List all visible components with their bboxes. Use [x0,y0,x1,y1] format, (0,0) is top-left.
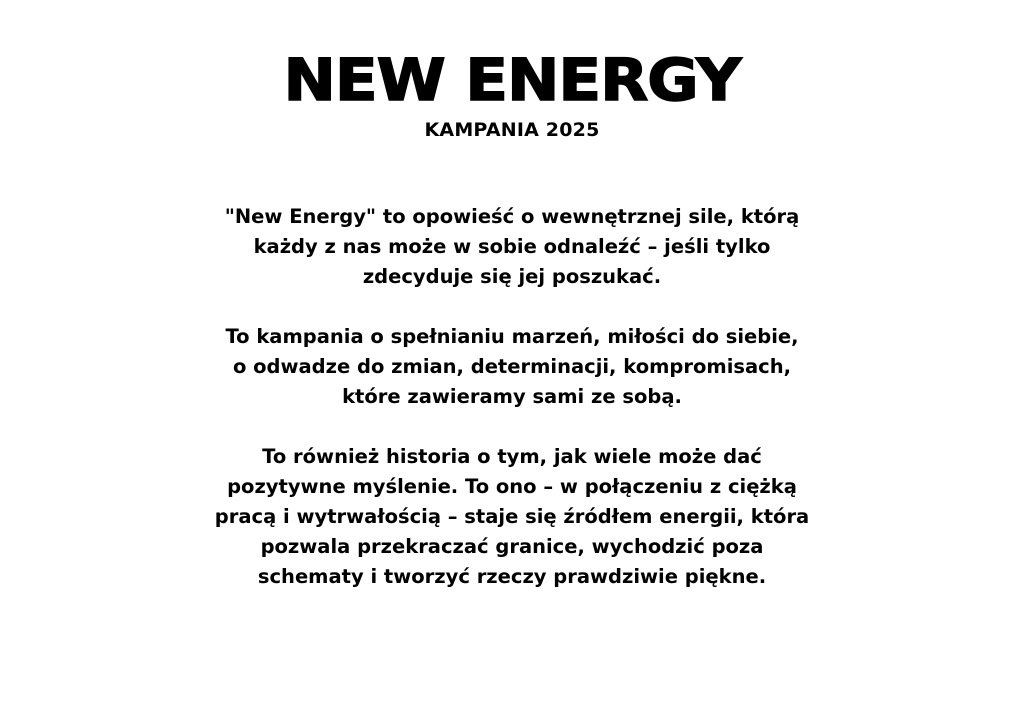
paragraph-campaign [162,322,862,412]
paragraph-line: schematy i tworzyć rzeczy prawdziwie piękne. [257,565,767,588]
paragraph-line: każdy z nas może w sobie odnaleźć – jeśli tylko [253,235,771,258]
page-subtitle: KAMPANIA 2025 [424,119,600,141]
paragraph-line: pozytywne myślenie. To ono – w połączeniu z ciężką [227,475,797,498]
paragraph-line: To również historia o tym, jak wiele może dać [262,445,762,468]
paragraph-line: które zawieramy sami ze sobą. [342,385,682,408]
paragraph-line: pozwala przekraczać granice, wychodzić poza [260,535,764,558]
paragraph-line: o odwadze do zmian, determinacji, kompromisach, [232,355,792,378]
paragraph-line: "New Energy" to opowieść o wewnętrznej sile, którą [224,205,800,228]
paragraph-line: To kampania o spełnianiu marzeń, miłości do siebie, [225,325,799,348]
paragraph-line: zdecyduje się jej poszukać. [362,265,662,288]
page-title: NEW ENERGY [283,46,741,114]
paragraph-story [162,442,862,592]
paragraph-intro [162,202,862,292]
paragraph-line: pracą i wytrwałością – staje się źródłem energii, która [214,505,810,528]
